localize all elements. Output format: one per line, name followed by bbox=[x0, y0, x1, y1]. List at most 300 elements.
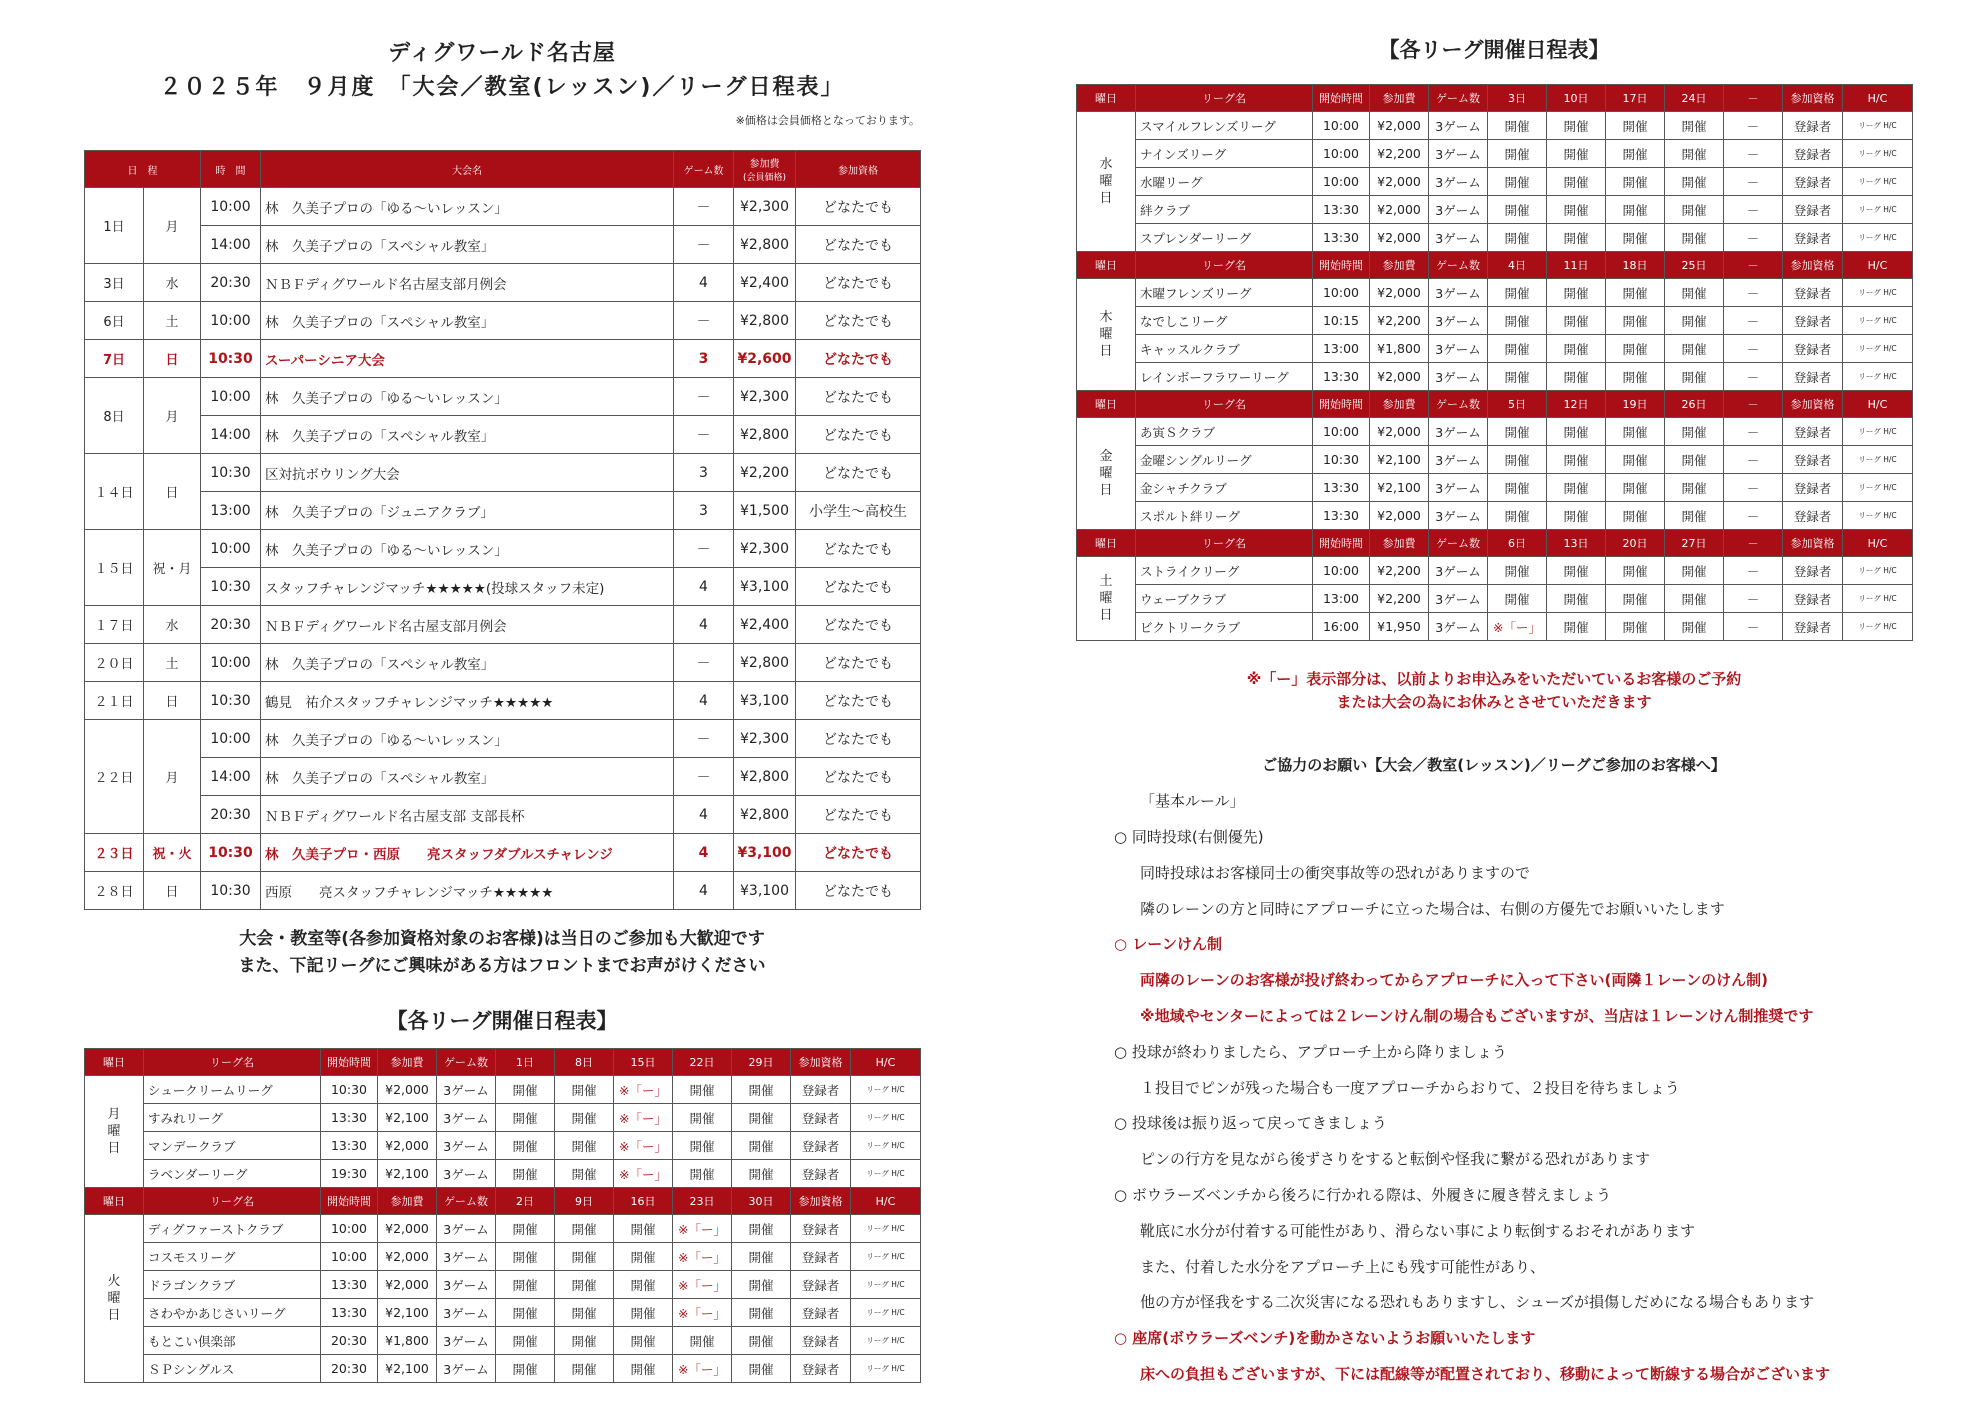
league-date-status: 開催 bbox=[1488, 196, 1547, 224]
league-col-header: 12日 bbox=[1547, 391, 1606, 418]
league-date-status: 開催 bbox=[673, 1132, 732, 1160]
league-row bbox=[1077, 474, 1913, 502]
league-col-header: 13日 bbox=[1547, 530, 1606, 557]
league-time: 13:30 bbox=[1313, 224, 1370, 252]
league-name: 金曜シングルリーグ bbox=[1136, 446, 1313, 474]
cell-event-name: 林 久美子プロの「スペシャル教室」 bbox=[261, 758, 674, 796]
page-title: ディグワールド名古屋 bbox=[388, 41, 616, 66]
cell-time: 10:30 bbox=[201, 682, 261, 720]
cell-qualification: どなたでも bbox=[796, 568, 921, 606]
league-hc: リーグ H/C bbox=[851, 1243, 921, 1271]
league-hc: リーグ H/C bbox=[1843, 418, 1913, 446]
league-date-status: 開催 bbox=[1488, 585, 1547, 613]
cell-weekday: 土 bbox=[144, 644, 201, 682]
league-games: 3ゲーム bbox=[437, 1243, 496, 1271]
league-col-header: 19日 bbox=[1606, 391, 1665, 418]
cell-date: １４日 bbox=[85, 454, 144, 530]
league-games: 3ゲーム bbox=[1429, 474, 1488, 502]
league-col-header: 20日 bbox=[1606, 530, 1665, 557]
league-date-status: 開催 bbox=[1606, 418, 1665, 446]
cell-qualification: どなたでも bbox=[796, 226, 921, 264]
league-date-status: 開催 bbox=[496, 1327, 555, 1355]
league-hc: リーグ H/C bbox=[1843, 557, 1913, 585]
league-date-status: 開催 bbox=[1547, 613, 1606, 641]
table-row bbox=[85, 834, 921, 872]
page-subtitle: ２０２５年 ９月度 「大会／教室(レッスン)／リーグ日程表」 bbox=[159, 75, 845, 100]
league-row bbox=[1077, 585, 1913, 613]
league-col-header: 開始時間 bbox=[321, 1188, 378, 1215]
cell-games: － bbox=[674, 302, 734, 340]
league-games: 3ゲーム bbox=[1429, 557, 1488, 585]
table-row bbox=[85, 720, 921, 758]
league-date-status: 開催 bbox=[1488, 279, 1547, 307]
league-date-status: 開催 bbox=[1665, 613, 1724, 641]
league-name: ビクトリークラブ bbox=[1136, 613, 1313, 641]
league-date-status: 開催 bbox=[1488, 446, 1547, 474]
cell-fee: ¥2,300 bbox=[734, 530, 796, 568]
league-date-status: － bbox=[1724, 279, 1783, 307]
league-date-status: 開催 bbox=[555, 1271, 614, 1299]
league-fee: ¥2,000 bbox=[378, 1215, 437, 1243]
league-row bbox=[85, 1327, 921, 1355]
cell-event-name: 区対抗ボウリング大会 bbox=[261, 454, 674, 492]
rule-line: ○ 座席(ボウラーズベンチ)を動かさないようお願いいたします bbox=[1114, 1329, 1536, 1348]
cell-fee: ¥2,800 bbox=[734, 416, 796, 454]
fee-label: 参加費 bbox=[749, 159, 780, 170]
league-col-header: ゲーム数 bbox=[1429, 252, 1488, 279]
cell-event-name: 林 久美子プロの「ゆる〜いレッスン」 bbox=[261, 530, 674, 568]
league-title-left: 【各リーグ開催日程表】 bbox=[386, 1009, 618, 1033]
league-date-status: 開催 bbox=[1547, 557, 1606, 585]
cell-event-name: 林 久美子プロの「スペシャル教室」 bbox=[261, 302, 674, 340]
league-col-header: 3日 bbox=[1488, 85, 1547, 112]
league-col-header: － bbox=[1724, 252, 1783, 279]
league-qualification: 登録者 bbox=[791, 1132, 851, 1160]
league-games: 3ゲーム bbox=[1429, 613, 1488, 641]
league-date-status: 開催 bbox=[1606, 168, 1665, 196]
league-games: 3ゲーム bbox=[437, 1104, 496, 1132]
league-games: 3ゲーム bbox=[437, 1076, 496, 1104]
league-fee: ¥2,000 bbox=[1370, 363, 1429, 391]
cell-qualification: どなたでも bbox=[796, 720, 921, 758]
league-games: 3ゲーム bbox=[437, 1355, 496, 1383]
cell-time: 20:30 bbox=[201, 606, 261, 644]
cell-qualification: どなたでも bbox=[796, 302, 921, 340]
cell-weekday: 日 bbox=[144, 872, 201, 910]
league-fee: ¥2,100 bbox=[1370, 474, 1429, 502]
rest-note-line-2: または大会の為にお休みとさせていただきます bbox=[1336, 693, 1652, 711]
league-title-right: 【各リーグ開催日程表】 bbox=[1378, 38, 1610, 62]
cell-event-name: 林 久美子プロの「ゆる〜いレッスン」 bbox=[261, 378, 674, 416]
league-date-status: 開催 bbox=[1665, 279, 1724, 307]
league-qualification: 登録者 bbox=[791, 1215, 851, 1243]
league-qualification: 登録者 bbox=[791, 1243, 851, 1271]
league-col-header: ゲーム数 bbox=[1429, 85, 1488, 112]
cell-time: 14:00 bbox=[201, 226, 261, 264]
league-weekday: 火 曜 日 bbox=[85, 1215, 144, 1383]
league-col-header: 参加費 bbox=[1370, 85, 1429, 112]
event-schedule-table bbox=[84, 150, 921, 910]
league-date-status: ※「ー」 bbox=[673, 1215, 732, 1243]
table-row bbox=[85, 606, 921, 644]
league-games: 3ゲーム bbox=[437, 1271, 496, 1299]
league-name: 木曜フレンズリーグ bbox=[1136, 279, 1313, 307]
league-date-status: 開催 bbox=[555, 1215, 614, 1243]
league-time: 13:30 bbox=[321, 1132, 378, 1160]
league-games: 3ゲーム bbox=[1429, 335, 1488, 363]
league-col-header: 26日 bbox=[1665, 391, 1724, 418]
league-date-status: 開催 bbox=[1488, 557, 1547, 585]
league-col-header: リーグ名 bbox=[1136, 252, 1313, 279]
league-date-status: 開催 bbox=[1547, 224, 1606, 252]
league-qualification: 登録者 bbox=[1783, 140, 1843, 168]
league-date-status: 開催 bbox=[555, 1160, 614, 1188]
league-qualification: 登録者 bbox=[791, 1355, 851, 1383]
league-date-status: 開催 bbox=[555, 1104, 614, 1132]
league-col-header: 5日 bbox=[1488, 391, 1547, 418]
cell-date: ２０日 bbox=[85, 644, 144, 682]
league-time: 10:15 bbox=[1313, 307, 1370, 335]
league-table bbox=[84, 1048, 921, 1383]
cell-games: 3 bbox=[674, 340, 734, 378]
cell-qualification: どなたでも bbox=[796, 530, 921, 568]
league-date-status: 開催 bbox=[496, 1355, 555, 1383]
rule-line: また、付着した水分をアプローチ上にも残す可能性があり、 bbox=[1140, 1257, 1546, 1276]
league-date-status: 開催 bbox=[1547, 196, 1606, 224]
league-name: スプレンダーリーグ bbox=[1136, 224, 1313, 252]
league-games: 3ゲーム bbox=[1429, 363, 1488, 391]
cell-event-name: 林 久美子プロの「スペシャル教室」 bbox=[261, 644, 674, 682]
league-date-status: 開催 bbox=[1665, 224, 1724, 252]
league-date-status: ※「ー」 bbox=[673, 1271, 732, 1299]
cell-games: － bbox=[674, 644, 734, 682]
table-row bbox=[85, 682, 921, 720]
league-col-header: 参加費 bbox=[378, 1188, 437, 1215]
league-col-header: 23日 bbox=[673, 1188, 732, 1215]
league-weekday: 土 曜 日 bbox=[1077, 557, 1136, 641]
cell-time: 10:30 bbox=[201, 834, 261, 872]
cell-fee: ¥1,500 bbox=[734, 492, 796, 530]
league-time: 10:00 bbox=[1313, 557, 1370, 585]
league-hc: リーグ H/C bbox=[851, 1104, 921, 1132]
cell-weekday: 日 bbox=[144, 340, 201, 378]
cell-date: ２３日 bbox=[85, 834, 144, 872]
league-col-header: 参加資格 bbox=[1783, 530, 1843, 557]
cell-time: 10:30 bbox=[201, 872, 261, 910]
league-date-status: 開催 bbox=[673, 1327, 732, 1355]
league-date-status: 開催 bbox=[555, 1132, 614, 1160]
league-hc: リーグ H/C bbox=[1843, 585, 1913, 613]
table-row bbox=[85, 416, 921, 454]
league-date-status: 開催 bbox=[1606, 140, 1665, 168]
league-table-left-container bbox=[84, 1048, 920, 1383]
cell-fee: ¥2,300 bbox=[734, 188, 796, 226]
cell-qualification: どなたでも bbox=[796, 378, 921, 416]
league-col-header: ゲーム数 bbox=[437, 1188, 496, 1215]
cell-event-name: ＮＢＦディグワールド名古屋支部月例会 bbox=[261, 606, 674, 644]
league-header-row bbox=[1077, 530, 1913, 557]
league-date-status: 開催 bbox=[555, 1327, 614, 1355]
league-hc: リーグ H/C bbox=[851, 1299, 921, 1327]
league-row bbox=[85, 1215, 921, 1243]
league-col-header: 11日 bbox=[1547, 252, 1606, 279]
table-row bbox=[85, 872, 921, 910]
league-name: 金シャチクラブ bbox=[1136, 474, 1313, 502]
table-row bbox=[85, 796, 921, 834]
league-qualification: 登録者 bbox=[1783, 418, 1843, 446]
cell-fee: ¥2,400 bbox=[734, 264, 796, 302]
league-date-status: ※「ー」 bbox=[673, 1299, 732, 1327]
cell-games: － bbox=[674, 188, 734, 226]
league-col-header: 18日 bbox=[1606, 252, 1665, 279]
league-weekday: 木 曜 日 bbox=[1077, 279, 1136, 391]
cell-qualification: 小学生〜高校生 bbox=[796, 492, 921, 530]
league-hc: リーグ H/C bbox=[1843, 474, 1913, 502]
league-time: 13:30 bbox=[1313, 502, 1370, 530]
rule-line: ○ レーンけん制 bbox=[1114, 935, 1223, 954]
table-row bbox=[85, 492, 921, 530]
welcome-line-1: 大会・教室等(各参加資格対象のお客様)は当日のご参加も大歓迎です bbox=[239, 929, 765, 949]
league-date-status: 開催 bbox=[1606, 224, 1665, 252]
league-date-status: 開催 bbox=[1488, 224, 1547, 252]
league-date-status: 開催 bbox=[1665, 585, 1724, 613]
table-row bbox=[85, 454, 921, 492]
league-date-status: 開催 bbox=[1547, 335, 1606, 363]
league-date-status: 開催 bbox=[1606, 613, 1665, 641]
league-date-status: 開催 bbox=[1547, 140, 1606, 168]
league-col-header: H/C bbox=[1843, 391, 1913, 418]
league-col-header: 4日 bbox=[1488, 252, 1547, 279]
league-row bbox=[1077, 363, 1913, 391]
cell-date: 3日 bbox=[85, 264, 144, 302]
cell-date: ２８日 bbox=[85, 872, 144, 910]
league-name: ウェーブクラブ bbox=[1136, 585, 1313, 613]
cell-event-name: スーパーシニア大会 bbox=[261, 340, 674, 378]
cell-weekday: 日 bbox=[144, 682, 201, 720]
league-date-status: 開催 bbox=[496, 1160, 555, 1188]
league-row bbox=[1077, 112, 1913, 140]
league-qualification: 登録者 bbox=[791, 1076, 851, 1104]
league-fee: ¥2,100 bbox=[378, 1160, 437, 1188]
league-col-header: 1日 bbox=[496, 1049, 555, 1076]
league-date-status: － bbox=[1724, 418, 1783, 446]
league-date-status: 開催 bbox=[1547, 279, 1606, 307]
league-date-status: 開催 bbox=[732, 1327, 791, 1355]
league-col-header: － bbox=[1724, 85, 1783, 112]
league-qualification: 登録者 bbox=[1783, 112, 1843, 140]
league-hc: リーグ H/C bbox=[851, 1327, 921, 1355]
league-games: 3ゲーム bbox=[437, 1327, 496, 1355]
league-date-status: － bbox=[1724, 474, 1783, 502]
league-col-header: 開始時間 bbox=[1313, 85, 1370, 112]
league-weekday: 水 曜 日 bbox=[1077, 112, 1136, 252]
rule-line: ピンの行方を見ながら後ずさりをすると転倒や怪我に繋がる恐れがあります bbox=[1140, 1150, 1651, 1169]
league-games: 3ゲーム bbox=[1429, 168, 1488, 196]
rule-line: 靴底に水分が付着する可能性があり、滑らない事により転倒するおそれがあります bbox=[1140, 1221, 1696, 1240]
league-row bbox=[1077, 279, 1913, 307]
league-col-header: 曜日 bbox=[1077, 530, 1136, 557]
rule-line: １投目でピンが残った場合も一度アプローチからおりて、２投目を待ちましょう bbox=[1140, 1078, 1680, 1097]
league-date-status: 開催 bbox=[1606, 363, 1665, 391]
league-qualification: 登録者 bbox=[1783, 196, 1843, 224]
cell-event-name: 林 久美子プロの「スペシャル教室」 bbox=[261, 226, 674, 264]
league-qualification: 登録者 bbox=[791, 1104, 851, 1132]
league-qualification: 登録者 bbox=[1783, 557, 1843, 585]
league-date-status: － bbox=[1724, 363, 1783, 391]
league-date-status: 開催 bbox=[732, 1104, 791, 1132]
league-date-status: 開催 bbox=[614, 1243, 673, 1271]
league-name: ストライクリーグ bbox=[1136, 557, 1313, 585]
league-qualification: 登録者 bbox=[1783, 585, 1843, 613]
cell-time: 10:00 bbox=[201, 302, 261, 340]
league-time: 10:00 bbox=[321, 1243, 378, 1271]
cell-event-name: 西原 亮スタッフチャレンジマッチ★★★★★ bbox=[261, 872, 674, 910]
league-date-status: － bbox=[1724, 585, 1783, 613]
league-row bbox=[85, 1160, 921, 1188]
cell-qualification: どなたでも bbox=[796, 606, 921, 644]
rest-note bbox=[1076, 668, 1912, 714]
league-date-status: 開催 bbox=[496, 1271, 555, 1299]
league-col-header: 2日 bbox=[496, 1188, 555, 1215]
league-header-row bbox=[1077, 391, 1913, 418]
league-row bbox=[85, 1271, 921, 1299]
cell-date: １７日 bbox=[85, 606, 144, 644]
cell-games: 3 bbox=[674, 492, 734, 530]
cell-weekday: 水 bbox=[144, 606, 201, 644]
league-col-header: 10日 bbox=[1547, 85, 1606, 112]
league-row bbox=[1077, 446, 1913, 474]
league-qualification: 登録者 bbox=[1783, 307, 1843, 335]
league-date-status: 開催 bbox=[614, 1299, 673, 1327]
league-time: 10:00 bbox=[321, 1215, 378, 1243]
welcome-line-2: また、下記リーグにご興味がある方はフロントまでお声がけください bbox=[238, 956, 766, 976]
league-qualification: 登録者 bbox=[1783, 363, 1843, 391]
league-date-status: 開催 bbox=[1606, 446, 1665, 474]
cell-qualification: どなたでも bbox=[796, 644, 921, 682]
cell-date: ２２日 bbox=[85, 720, 144, 834]
cell-date: 1日 bbox=[85, 188, 144, 264]
league-name: さわやかあじさいリーグ bbox=[144, 1299, 321, 1327]
league-col-header: 27日 bbox=[1665, 530, 1724, 557]
league-hc: リーグ H/C bbox=[851, 1132, 921, 1160]
table-row bbox=[85, 188, 921, 226]
league-time: 10:30 bbox=[1313, 446, 1370, 474]
cell-event-name: 鶴見 祐介スタッフチャレンジマッチ★★★★★ bbox=[261, 682, 674, 720]
cell-games: 4 bbox=[674, 264, 734, 302]
league-time: 10:00 bbox=[1313, 168, 1370, 196]
table-row bbox=[85, 530, 921, 568]
league-col-header: 曜日 bbox=[1077, 85, 1136, 112]
col-header-time: 時 間 bbox=[201, 151, 261, 188]
league-col-header: 開始時間 bbox=[1313, 530, 1370, 557]
cell-games: 4 bbox=[674, 568, 734, 606]
league-time: 13:30 bbox=[321, 1104, 378, 1132]
table-row bbox=[85, 568, 921, 606]
league-date-status: 開催 bbox=[1488, 418, 1547, 446]
league-date-status: 開催 bbox=[1488, 307, 1547, 335]
cell-qualification: どなたでも bbox=[796, 454, 921, 492]
league-time: 13:30 bbox=[321, 1299, 378, 1327]
league-time: 20:30 bbox=[321, 1355, 378, 1383]
cell-weekday: 月 bbox=[144, 720, 201, 834]
league-hc: リーグ H/C bbox=[1843, 446, 1913, 474]
league-row bbox=[1077, 140, 1913, 168]
cell-event-name: スタッフチャレンジマッチ★★★★★(投球スタッフ未定) bbox=[261, 568, 674, 606]
league-col-header: 9日 bbox=[555, 1188, 614, 1215]
league-col-header: 曜日 bbox=[85, 1049, 144, 1076]
league-date-status: 開催 bbox=[1665, 474, 1724, 502]
league-fee: ¥2,000 bbox=[378, 1132, 437, 1160]
league-hc: リーグ H/C bbox=[851, 1355, 921, 1383]
league-fee: ¥2,100 bbox=[378, 1355, 437, 1383]
league-hc: リーグ H/C bbox=[1843, 363, 1913, 391]
league-col-header: リーグ名 bbox=[1136, 530, 1313, 557]
league-col-header: ゲーム数 bbox=[437, 1049, 496, 1076]
league-col-header: H/C bbox=[1843, 85, 1913, 112]
rule-line: 両隣のレーンのお客様が投げ終わってからアプローチに入って下さい(両隣１レーンのけん制) bbox=[1140, 971, 1768, 990]
table-row bbox=[85, 378, 921, 416]
cell-time: 20:30 bbox=[201, 264, 261, 302]
cell-fee: ¥2,800 bbox=[734, 226, 796, 264]
league-qualification: 登録者 bbox=[1783, 502, 1843, 530]
league-col-header: 15日 bbox=[614, 1049, 673, 1076]
rule-line: ○ ボウラーズベンチから後ろに行かれる際は、外履きに履き替えましょう bbox=[1114, 1186, 1612, 1204]
league-date-status: 開催 bbox=[614, 1355, 673, 1383]
league-fee: ¥2,100 bbox=[378, 1104, 437, 1132]
league-date-status: 開催 bbox=[1488, 335, 1547, 363]
league-date-status: 開催 bbox=[1606, 557, 1665, 585]
col-header-date: 日 程 bbox=[85, 151, 201, 188]
league-hc: リーグ H/C bbox=[1843, 307, 1913, 335]
league-col-header: 参加費 bbox=[1370, 391, 1429, 418]
league-row bbox=[85, 1299, 921, 1327]
league-date-status: 開催 bbox=[1547, 418, 1606, 446]
cell-games: 3 bbox=[674, 454, 734, 492]
league-fee: ¥1,800 bbox=[378, 1327, 437, 1355]
rule-line: ※地域やセンターによっては２レーンけん制の場合もございますが、当店は１レーンけん制推奨です bbox=[1140, 1007, 1814, 1025]
league-games: 3ゲーム bbox=[1429, 140, 1488, 168]
cell-date: 6日 bbox=[85, 302, 144, 340]
league-date-status: 開催 bbox=[1665, 196, 1724, 224]
league-qualification: 登録者 bbox=[1783, 224, 1843, 252]
league-col-header: 開始時間 bbox=[1313, 391, 1370, 418]
cell-time: 10:00 bbox=[201, 720, 261, 758]
cell-event-name: 林 久美子プロの「ゆる〜いレッスン」 bbox=[261, 188, 674, 226]
cell-fee: ¥2,400 bbox=[734, 606, 796, 644]
league-date-status: 開催 bbox=[1547, 363, 1606, 391]
table-row bbox=[85, 264, 921, 302]
cell-qualification: どなたでも bbox=[796, 834, 921, 872]
cell-fee: ¥3,100 bbox=[734, 834, 796, 872]
league-name: ドラゴンクラブ bbox=[144, 1271, 321, 1299]
cell-event-name: ＮＢＦディグワールド名古屋支部月例会 bbox=[261, 264, 674, 302]
league-name: キャッスルクラブ bbox=[1136, 335, 1313, 363]
league-fee: ¥2,000 bbox=[378, 1271, 437, 1299]
league-games: 3ゲーム bbox=[1429, 446, 1488, 474]
league-games: 3ゲーム bbox=[437, 1215, 496, 1243]
league-date-status: 開催 bbox=[1606, 502, 1665, 530]
cell-qualification: どなたでも bbox=[796, 682, 921, 720]
league-date-status: 開催 bbox=[1488, 112, 1547, 140]
league-date-status: 開催 bbox=[1665, 502, 1724, 530]
league-games: 3ゲーム bbox=[437, 1160, 496, 1188]
cell-date: 8日 bbox=[85, 378, 144, 454]
cell-weekday: 祝・月 bbox=[144, 530, 201, 606]
league-name: なでしこリーグ bbox=[1136, 307, 1313, 335]
league-name: マンデークラブ bbox=[144, 1132, 321, 1160]
cell-fee: ¥3,100 bbox=[734, 872, 796, 910]
league-date-status: － bbox=[1724, 502, 1783, 530]
